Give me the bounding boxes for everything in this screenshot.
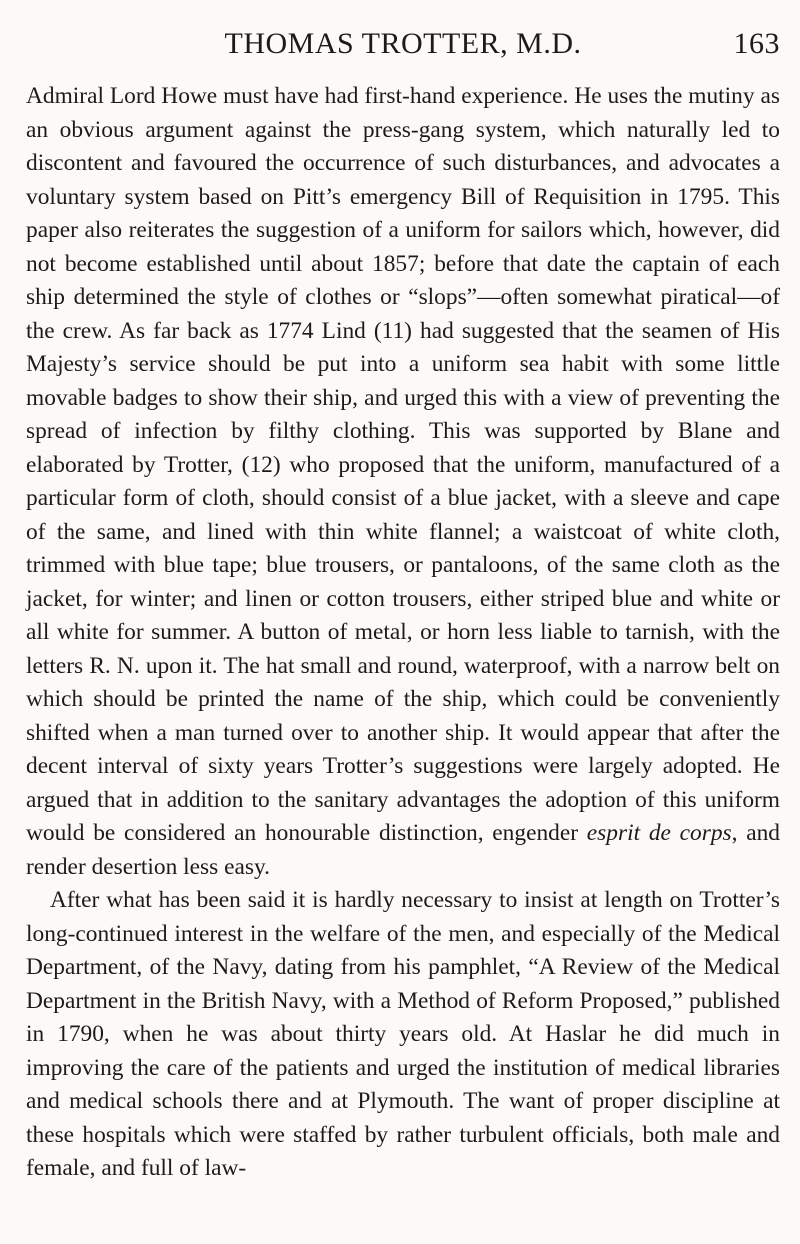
running-head: [26, 22, 780, 66]
paragraph-2: After what has been said it is hardly necessary to insist at length on Trotter’s long-continued interest in the welfare of the men, and especially of the Medical Department, of the Navy, dating from his pamphlet, “A Review of the Medical Department in the British Navy, with a Method of Reform Proposed,” published in 1790, when he was about thirty years old. At Haslar he did much in improving the care of the patients and urged the institution of medical libraries and medical schools there and at Plymouth. The want of proper discipline at these hospitals which were staffed by rather turbulent officials, both male and female, and full of law-: [26, 887, 780, 1181]
book-page: [26, 22, 780, 1186]
body-text: [26, 80, 780, 1186]
paragraph-1-text-before-italic: Admiral Lord Howe must have had first-hand experience. He uses the mutiny as an obvious argument against the press-gang system, which naturally led to discontent and favoured the occurrence of such disturbances, and advocates a voluntary system based on Pitt’s emergency Bill of Requisition in 1795. This paper also reiterates the suggestion of a uniform for sailors which, however, did not become established until about 1857; before that date the captain of each ship determined the style of clothes or “slops”—often somewhat piratical—of the crew. As far back as 1774 Lind (11) had suggested that the seamen of His Majesty’s service should be put into a uniform sea habit with some little movable badges to show their ship, and urged this with a view of preventing the spread of infection by filthy clothing. This was supported by Blane and elaborated by Trotter, (12) who proposed that the uniform, manufactured of a particular form of cloth, should consist of a blue jacket, with a sleeve and cape of the same, and lined with thin white flannel; a waistcoat of white cloth, trimmed with blue tape; blue trousers, or pantaloons, of the same cloth as the jacket, for winter; and linen or cotton trousers, either striped blue and white or all white for summer. A button of metal, or horn less liable to tarnish, with the letters R. N. upon it. The hat small and round, waterproof, with a narrow belt on which should be printed the name of the ship, which could be conveniently shifted when a man turned over to another ship. It would appear that after the decent interval of sixty years Trotter’s suggestions were largely adopted. He argued that in addition to the sanitary advantages the adoption of this uniform would be considered an honourable distinction, engender: [26, 83, 780, 846]
italic-phrase-esprit-de-corps: esprit de corps: [586, 820, 732, 846]
paragraph-1: [26, 80, 780, 884]
paragraph-1-text-after-italic: , and render desertion less easy.: [26, 820, 780, 880]
page-number: 163: [733, 27, 780, 60]
running-title: THOMAS TROTTER, M.D.: [224, 27, 582, 60]
